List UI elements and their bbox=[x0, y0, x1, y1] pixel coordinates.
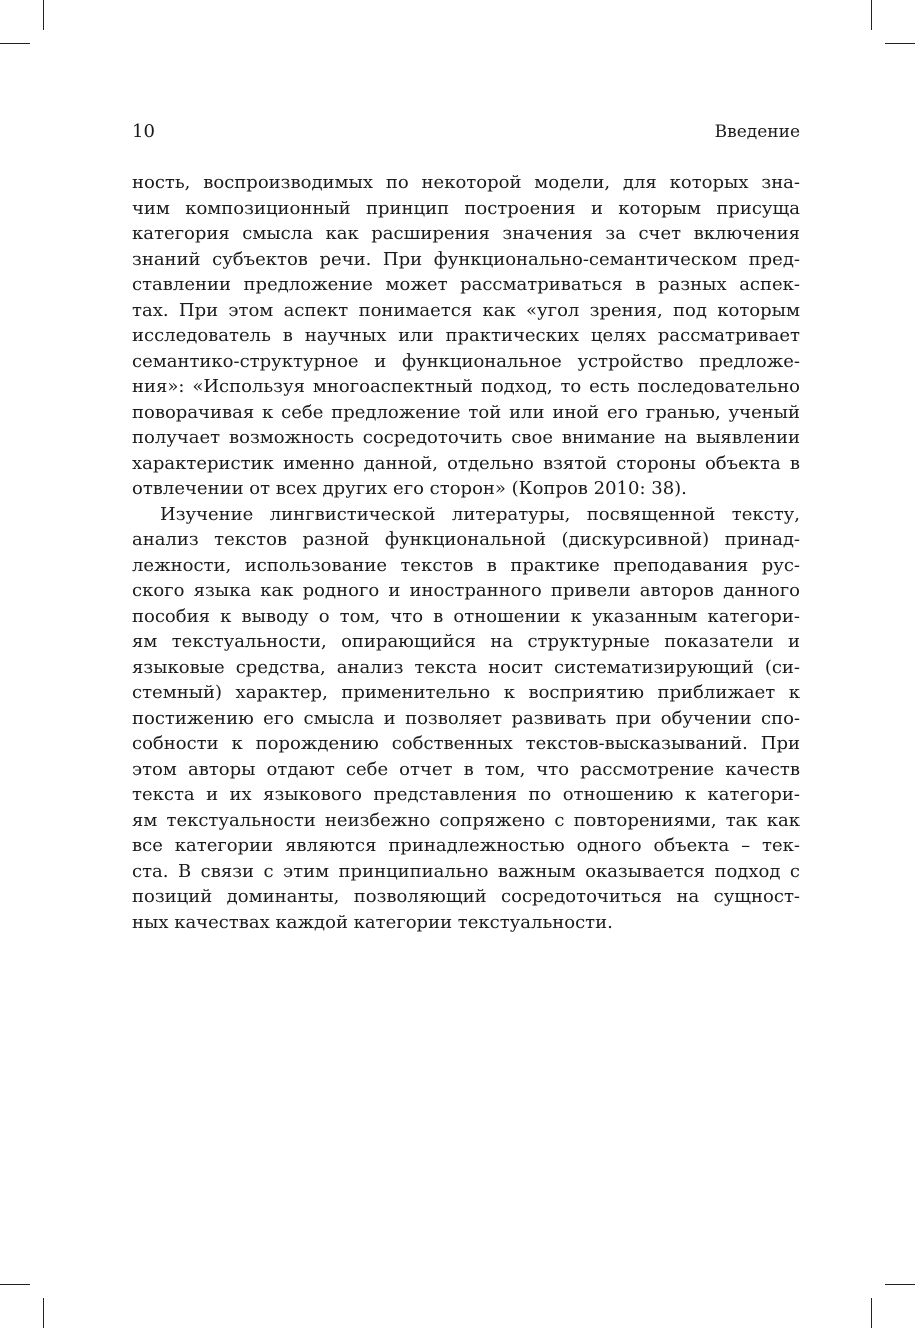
paragraph bbox=[132, 502, 800, 936]
text-line: ность, воспроизводимых по некоторой модели, для которых зна- bbox=[132, 172, 800, 193]
text-line: семантико-структурное и функциональное устройство предложе- bbox=[132, 350, 800, 372]
text-line: характеристик именно данной, отдельно взятой стороны объекта в bbox=[132, 452, 800, 474]
text-line: постижению его смысла и позволяет развивать при обучении спо- bbox=[132, 707, 800, 729]
page-header bbox=[132, 120, 800, 146]
text-line: категория смысла как расширения значения за счет включения bbox=[132, 223, 800, 244]
text-line: ных качествах каждой категории текстуальности. bbox=[132, 911, 613, 933]
crop-mark bbox=[885, 1284, 915, 1285]
text-line: знаний субъектов речи. При функционально-семантическом пред- bbox=[132, 248, 800, 270]
text-line: получает возможность сосредоточить свое внимание на выявлении bbox=[132, 427, 800, 448]
text-line: все категории являются принадлежностью одного объекта – тек- bbox=[132, 835, 800, 856]
text-line: стемный) характер, применительно к восприятию приближает к bbox=[132, 682, 800, 703]
text-line: ния»: «Используя многоаспектный подход, то есть последовательно bbox=[132, 376, 800, 397]
crop-mark bbox=[43, 1298, 44, 1328]
text-line: чим композиционный принцип построения и которым присуща bbox=[132, 197, 800, 219]
text-line: текста и их языкового представления по отношению к категори- bbox=[132, 784, 800, 805]
crop-mark bbox=[871, 1298, 872, 1328]
text-line: пособия к выводу о том, что в отношении к указанным категори- bbox=[132, 605, 800, 627]
text-line: поворачивая к себе предложение той или иной его гранью, ученый bbox=[132, 401, 800, 423]
text-line: анализ текстов разной функциональной (дискурсивной) принад- bbox=[132, 529, 800, 550]
text-line: исследователь в научных или практических целях рассматривает bbox=[132, 325, 800, 346]
crop-mark bbox=[871, 0, 872, 30]
text-line: ского языка как родного и иностранного привели авторов данного bbox=[132, 580, 800, 601]
text-line: этом авторы отдают себе отчет в том, что рассмотрение качеств bbox=[132, 758, 800, 780]
page-number: 10 bbox=[132, 121, 155, 142]
text-line: лежности, использование текстов в практике преподавания рус- bbox=[132, 554, 800, 576]
text-line: ям текстуальности, опирающийся на структурные показатели и bbox=[132, 631, 800, 652]
text-line: ям текстуальности неизбежно сопряжено с повторениями, так как bbox=[132, 809, 800, 831]
text-line: отвлечении от всех других его сторон» (Копров 2010: 38). bbox=[132, 478, 687, 499]
crop-mark bbox=[0, 43, 30, 44]
text-line: языковые средства, анализ текста носит систематизирующий (си- bbox=[132, 656, 800, 678]
crop-mark bbox=[43, 0, 44, 30]
text-line: ста. В связи с этим принципиально важным оказывается подход с bbox=[132, 860, 800, 882]
text-line: позиций доминанты, позволяющий сосредоточиться на сущност- bbox=[132, 886, 800, 907]
paragraph bbox=[132, 170, 800, 502]
text-line: Изучение лингвистической литературы, посвященной тексту, bbox=[160, 503, 800, 525]
text-line: ставлении предложение может рассматриваться в разных аспек- bbox=[132, 274, 800, 295]
crop-mark bbox=[885, 43, 915, 44]
body-text bbox=[132, 170, 800, 935]
text-line: тах. При этом аспект понимается как «угол зрения, под которым bbox=[132, 299, 800, 321]
running-head: Введение bbox=[714, 122, 800, 142]
text-line: собности к порождению собственных текстов-высказываний. При bbox=[132, 733, 800, 754]
crop-mark bbox=[0, 1284, 30, 1285]
